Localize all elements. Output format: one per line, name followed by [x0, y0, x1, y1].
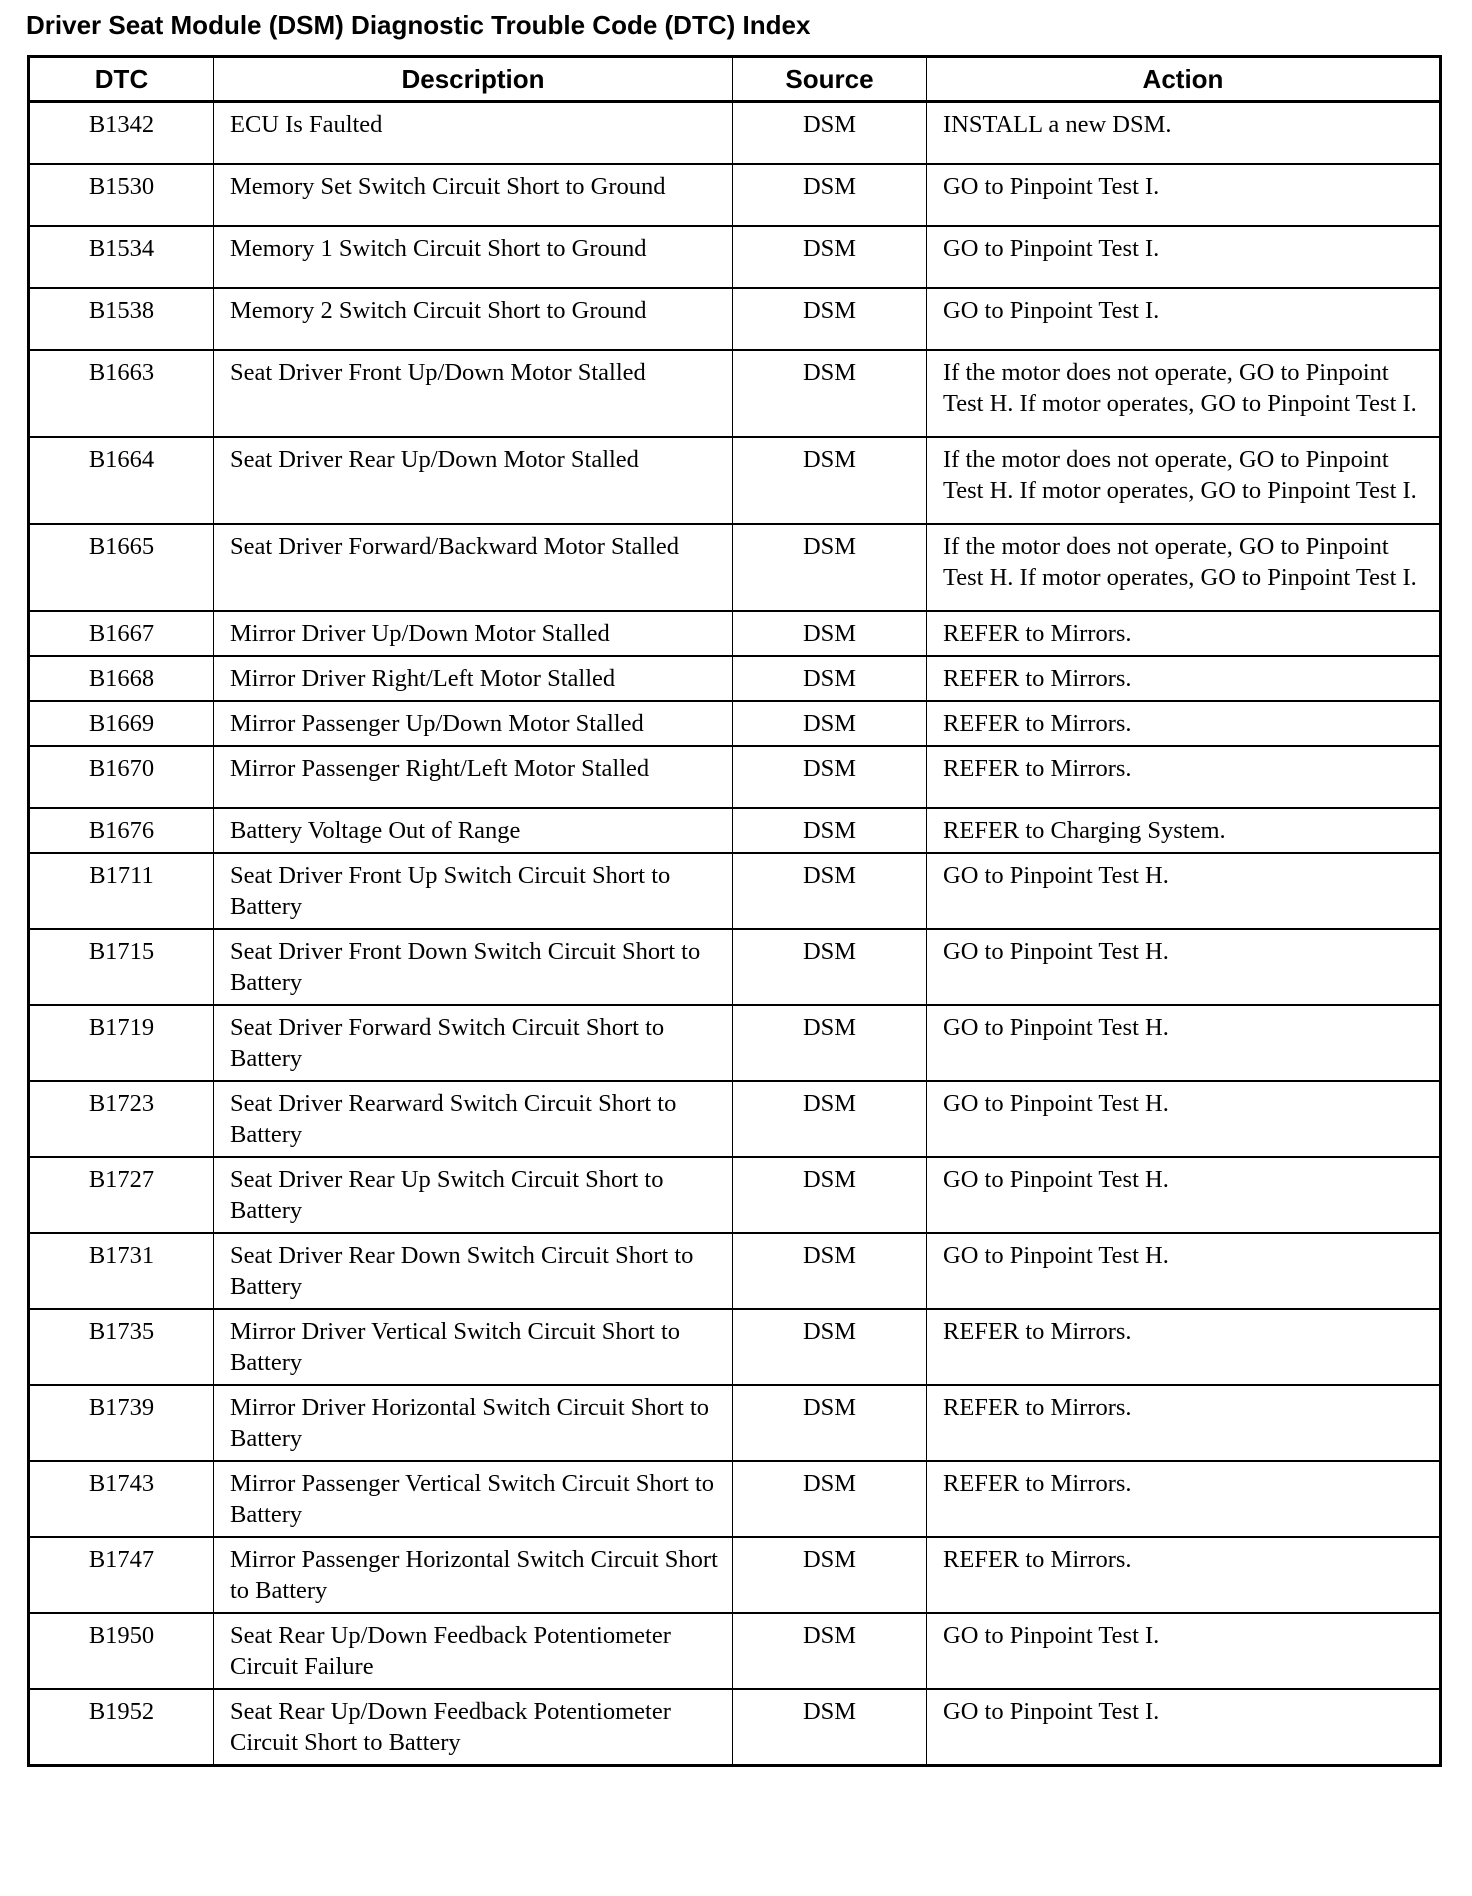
dtc-code: B1664: [29, 437, 214, 524]
dtc-code: B1530: [29, 164, 214, 226]
dtc-description: Seat Rear Up/Down Feedback Potentiometer Circuit Short to Battery: [214, 1689, 733, 1766]
dtc-action: INSTALL a new DSM.: [927, 102, 1441, 164]
table-row: [29, 1309, 1441, 1385]
dtc-description: Memory Set Switch Circuit Short to Ground: [214, 164, 733, 226]
dtc-source: DSM: [733, 437, 927, 524]
dtc-action: REFER to Mirrors.: [927, 1537, 1441, 1613]
dtc-description: Seat Driver Rear Up/Down Motor Stalled: [214, 437, 733, 524]
dtc-code: B1670: [29, 746, 214, 808]
table-row: [29, 1081, 1441, 1157]
table-row: [29, 853, 1441, 929]
dtc-code: B1676: [29, 808, 214, 853]
dtc-description: Mirror Driver Up/Down Motor Stalled: [214, 611, 733, 656]
dtc-source: DSM: [733, 853, 927, 929]
dtc-description: Mirror Driver Right/Left Motor Stalled: [214, 656, 733, 701]
dtc-code: B1663: [29, 350, 214, 437]
dtc-description: ECU Is Faulted: [214, 102, 733, 164]
dtc-description: Seat Driver Front Down Switch Circuit Short to Battery: [214, 929, 733, 1005]
table-row: [29, 746, 1441, 808]
table-row: [29, 350, 1441, 437]
table-body: [29, 102, 1441, 1766]
dtc-description: Seat Driver Rear Down Switch Circuit Short to Battery: [214, 1233, 733, 1309]
table-row: [29, 701, 1441, 746]
dtc-description: Mirror Driver Horizontal Switch Circuit Short to Battery: [214, 1385, 733, 1461]
dtc-source: DSM: [733, 1233, 927, 1309]
dtc-code: B1669: [29, 701, 214, 746]
dtc-description: Mirror Driver Vertical Switch Circuit Short to Battery: [214, 1309, 733, 1385]
table-row: [29, 611, 1441, 656]
dtc-code: B1727: [29, 1157, 214, 1233]
dtc-description: Seat Driver Forward/Backward Motor Stalled: [214, 524, 733, 611]
table-row: [29, 1537, 1441, 1613]
dtc-description: Mirror Passenger Up/Down Motor Stalled: [214, 701, 733, 746]
table-row: [29, 437, 1441, 524]
column-header-action: Action: [927, 57, 1441, 102]
table-row: [29, 1157, 1441, 1233]
dtc-action: GO to Pinpoint Test H.: [927, 853, 1441, 929]
page-title: Driver Seat Module (DSM) Diagnostic Trouble Code (DTC) Index: [26, 10, 811, 40]
dtc-action: GO to Pinpoint Test H.: [927, 1081, 1441, 1157]
dtc-source: DSM: [733, 1689, 927, 1766]
dtc-code: B1715: [29, 929, 214, 1005]
dtc-description: Seat Driver Front Up Switch Circuit Short to Battery: [214, 853, 733, 929]
table-row: [29, 929, 1441, 1005]
dtc-action: GO to Pinpoint Test I.: [927, 1613, 1441, 1689]
column-header-description: Description: [214, 57, 733, 102]
table-row: [29, 1005, 1441, 1081]
dtc-code: B1731: [29, 1233, 214, 1309]
dtc-source: DSM: [733, 350, 927, 437]
dtc-source: DSM: [733, 746, 927, 808]
dtc-source: DSM: [733, 1613, 927, 1689]
dtc-action: If the motor does not operate, GO to Pinpoint Test H. If motor operates, GO to Pinpoint Test I.: [927, 437, 1441, 524]
table-row: [29, 288, 1441, 350]
dtc-action: REFER to Mirrors.: [927, 1461, 1441, 1537]
dtc-action: REFER to Charging System.: [927, 808, 1441, 853]
dtc-source: DSM: [733, 656, 927, 701]
table-row: [29, 656, 1441, 701]
table-row: [29, 1461, 1441, 1537]
dtc-code: B1739: [29, 1385, 214, 1461]
dtc-source: DSM: [733, 1461, 927, 1537]
dtc-action: GO to Pinpoint Test H.: [927, 1005, 1441, 1081]
dtc-code: B1538: [29, 288, 214, 350]
dtc-action: REFER to Mirrors.: [927, 1309, 1441, 1385]
dtc-source: DSM: [733, 701, 927, 746]
table-row: [29, 226, 1441, 288]
table-row: [29, 1689, 1441, 1766]
dtc-code: B1743: [29, 1461, 214, 1537]
dtc-source: DSM: [733, 1537, 927, 1613]
dtc-source: DSM: [733, 611, 927, 656]
dtc-description: Seat Driver Front Up/Down Motor Stalled: [214, 350, 733, 437]
table-row: [29, 524, 1441, 611]
dtc-index-table: [27, 55, 1442, 1767]
dtc-description: Battery Voltage Out of Range: [214, 808, 733, 853]
dtc-description: Seat Driver Forward Switch Circuit Short to Battery: [214, 1005, 733, 1081]
dtc-source: DSM: [733, 1081, 927, 1157]
dtc-action: GO to Pinpoint Test I.: [927, 226, 1441, 288]
dtc-action: GO to Pinpoint Test H.: [927, 1157, 1441, 1233]
dtc-code: B1665: [29, 524, 214, 611]
dtc-source: DSM: [733, 102, 927, 164]
table-row: [29, 1613, 1441, 1689]
dtc-action: REFER to Mirrors.: [927, 611, 1441, 656]
dtc-description: Memory 1 Switch Circuit Short to Ground: [214, 226, 733, 288]
dtc-source: DSM: [733, 1385, 927, 1461]
dtc-action: GO to Pinpoint Test H.: [927, 929, 1441, 1005]
dtc-code: B1711: [29, 853, 214, 929]
dtc-description: Memory 2 Switch Circuit Short to Ground: [214, 288, 733, 350]
dtc-source: DSM: [733, 1157, 927, 1233]
dtc-action: If the motor does not operate, GO to Pinpoint Test H. If motor operates, GO to Pinpoint Test I.: [927, 350, 1441, 437]
table-row: [29, 808, 1441, 853]
dtc-source: DSM: [733, 808, 927, 853]
dtc-source: DSM: [733, 226, 927, 288]
dtc-action: If the motor does not operate, GO to Pinpoint Test H. If motor operates, GO to Pinpoint Test I.: [927, 524, 1441, 611]
dtc-code: B1952: [29, 1689, 214, 1766]
dtc-code: B1667: [29, 611, 214, 656]
dtc-code: B1735: [29, 1309, 214, 1385]
dtc-action: REFER to Mirrors.: [927, 701, 1441, 746]
dtc-action: REFER to Mirrors.: [927, 746, 1441, 808]
table-header: [29, 57, 1441, 102]
table-row: [29, 1233, 1441, 1309]
dtc-source: DSM: [733, 1309, 927, 1385]
dtc-code: B1342: [29, 102, 214, 164]
table-row: [29, 102, 1441, 164]
dtc-action: GO to Pinpoint Test H.: [927, 1233, 1441, 1309]
dtc-description: Seat Driver Rear Up Switch Circuit Short to Battery: [214, 1157, 733, 1233]
dtc-source: DSM: [733, 524, 927, 611]
dtc-code: B1668: [29, 656, 214, 701]
dtc-code: B1719: [29, 1005, 214, 1081]
dtc-description: Mirror Passenger Right/Left Motor Stalled: [214, 746, 733, 808]
dtc-source: DSM: [733, 288, 927, 350]
dtc-source: DSM: [733, 164, 927, 226]
dtc-action: REFER to Mirrors.: [927, 656, 1441, 701]
dtc-source: DSM: [733, 1005, 927, 1081]
dtc-source: DSM: [733, 929, 927, 1005]
dtc-action: GO to Pinpoint Test I.: [927, 164, 1441, 226]
column-header-dtc: DTC: [29, 57, 214, 102]
dtc-code: B1723: [29, 1081, 214, 1157]
header-row: [29, 57, 1441, 102]
dtc-description: Mirror Passenger Vertical Switch Circuit Short to Battery: [214, 1461, 733, 1537]
table-row: [29, 164, 1441, 226]
dtc-code: B1534: [29, 226, 214, 288]
dtc-description: Mirror Passenger Horizontal Switch Circuit Short to Battery: [214, 1537, 733, 1613]
dtc-code: B1747: [29, 1537, 214, 1613]
dtc-action: GO to Pinpoint Test I.: [927, 1689, 1441, 1766]
dtc-description: Seat Driver Rearward Switch Circuit Short to Battery: [214, 1081, 733, 1157]
column-header-source: Source: [733, 57, 927, 102]
table-row: [29, 1385, 1441, 1461]
dtc-code: B1950: [29, 1613, 214, 1689]
dtc-action: REFER to Mirrors.: [927, 1385, 1441, 1461]
dtc-action: GO to Pinpoint Test I.: [927, 288, 1441, 350]
dtc-description: Seat Rear Up/Down Feedback Potentiometer Circuit Failure: [214, 1613, 733, 1689]
